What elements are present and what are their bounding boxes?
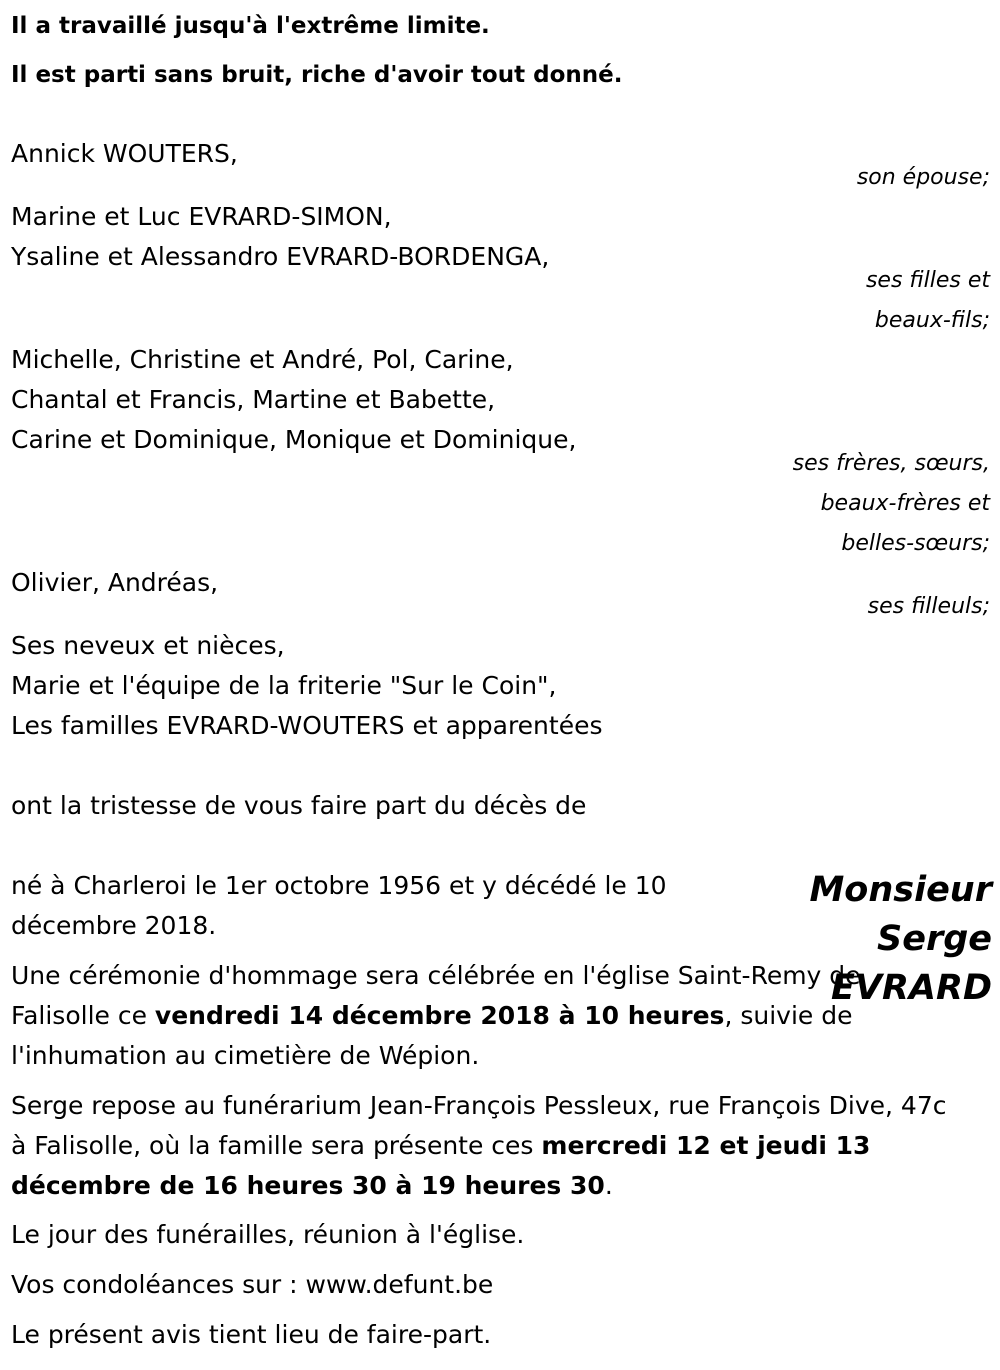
daughters-relation-line-1: ses filles et [865,268,990,293]
visitation-before: Serge repose au funérarium Jean-François Pessleux, rue François Dive, 47c à Falisolle, où la famille sera présente ces [11,1091,947,1160]
others-line-1: Ses neveux et nièces, [11,631,285,660]
siblings-line-2: Chantal et Francis, Martine et Babette, [11,385,496,414]
closing-line-2: Vos condoléances sur : www.defunt.be [11,1270,494,1299]
daughters-line-2: Ysaline et Alessandro EVRARD-BORDENGA, [11,242,550,271]
others-line-3: Les familles EVRARD-WOUTERS et apparentées [11,711,603,740]
deceased-title: Monsieur [809,870,992,910]
ceremony-date: vendredi 14 décembre 2018 à 10 heures [154,1001,725,1030]
godchildren-relation: ses filleuls; [867,594,990,619]
others-line-2: Marie et l'équipe de la friterie "Sur le Coin", [11,671,557,700]
visitation-dates: mercredi 12 et jeudi 13 décembre de 16 heures 30 à 19 heures 30 [11,1131,871,1200]
spouse-relation: son épouse; [856,165,990,190]
siblings-line-3: Carine et Dominique, Monique et Dominique, [11,425,577,454]
spouse-name: Annick WOUTERS, [11,139,238,168]
epigraph-line-2: Il est parti sans bruit, riche d'avoir tout donné. [11,62,623,88]
deceased-last-name: EVRARD [830,968,992,1008]
closing-line-1: Le jour des funérailles, réunion à l'église. [11,1220,525,1249]
birth-death-text: né à Charleroi le 1er octobre 1956 et y décédé le 10 décembre 2018. [11,871,667,940]
ceremony-before: Une cérémonie d'hommage sera célébrée en l'église Saint-Remy de Falisolle ce [11,961,861,1030]
closing-line-3: Le présent avis tient lieu de faire-part. [11,1320,492,1349]
ceremony-after: , suivie de l'inhumation au cimetière de Wépion. [11,1001,853,1070]
godchildren-names: Olivier, Andréas, [11,568,219,597]
daughters-line-1: Marine et Luc EVRARD-SIMON, [11,202,392,231]
siblings-relation-line-2: beaux-frères et [820,491,990,516]
ceremony-text [11,956,951,1076]
announcement-text: ont la tristesse de vous faire part du décès de [11,791,587,820]
siblings-line-1: Michelle, Christine et André, Pol, Carine, [11,345,514,374]
siblings-relation-line-1: ses frères, sœurs, [792,451,990,476]
siblings-relation-line-3: belles-sœurs; [841,531,990,556]
daughters-relation-line-2: beaux-fils; [874,308,990,333]
deceased-first-name: Serge [877,919,992,959]
visitation-after: . [604,1171,613,1200]
visitation-text [11,1086,961,1206]
epigraph-line-1: Il a travaillé jusqu'à l'extrême limite. [11,13,490,39]
